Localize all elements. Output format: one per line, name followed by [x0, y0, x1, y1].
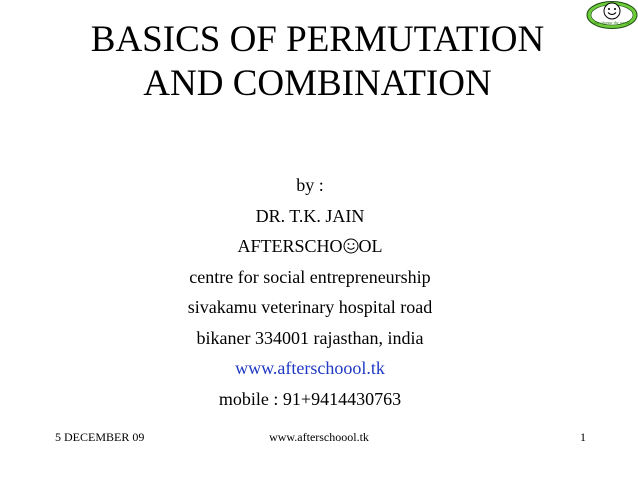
centre-line: centre for social entrepreneurship — [189, 266, 431, 287]
footer-url: www.afterschoool.tk — [269, 430, 369, 444]
smiley-logo-icon — [586, 0, 638, 30]
footer-date: 5 DECEMBER 09 — [55, 430, 145, 444]
author-block — [150, 170, 470, 414]
title-line-2: AND COMBINATION — [143, 63, 492, 104]
author-name: DR. T.K. JAIN — [255, 205, 365, 226]
address-line-2: bikaner 334001 rajasthan, india — [196, 327, 424, 348]
smiley-icon — [343, 238, 359, 254]
by-label: by : — [296, 175, 324, 195]
mobile-line: mobile : 91+9414430763 — [218, 388, 402, 409]
page-number: 1 — [580, 430, 586, 444]
website-link[interactable]: www.afterschoool.tk — [235, 358, 385, 378]
address-line-1: sivakamu veterinary hospital road — [187, 297, 433, 317]
school-name — [150, 231, 470, 262]
title-line-1: BASICS OF PERMUTATION — [90, 19, 545, 60]
school-suffix: OL — [358, 236, 383, 256]
logo-text: the change the world — [594, 20, 630, 25]
school-prefix: AFTERSCHO — [237, 236, 343, 256]
slide-title — [40, 18, 595, 106]
